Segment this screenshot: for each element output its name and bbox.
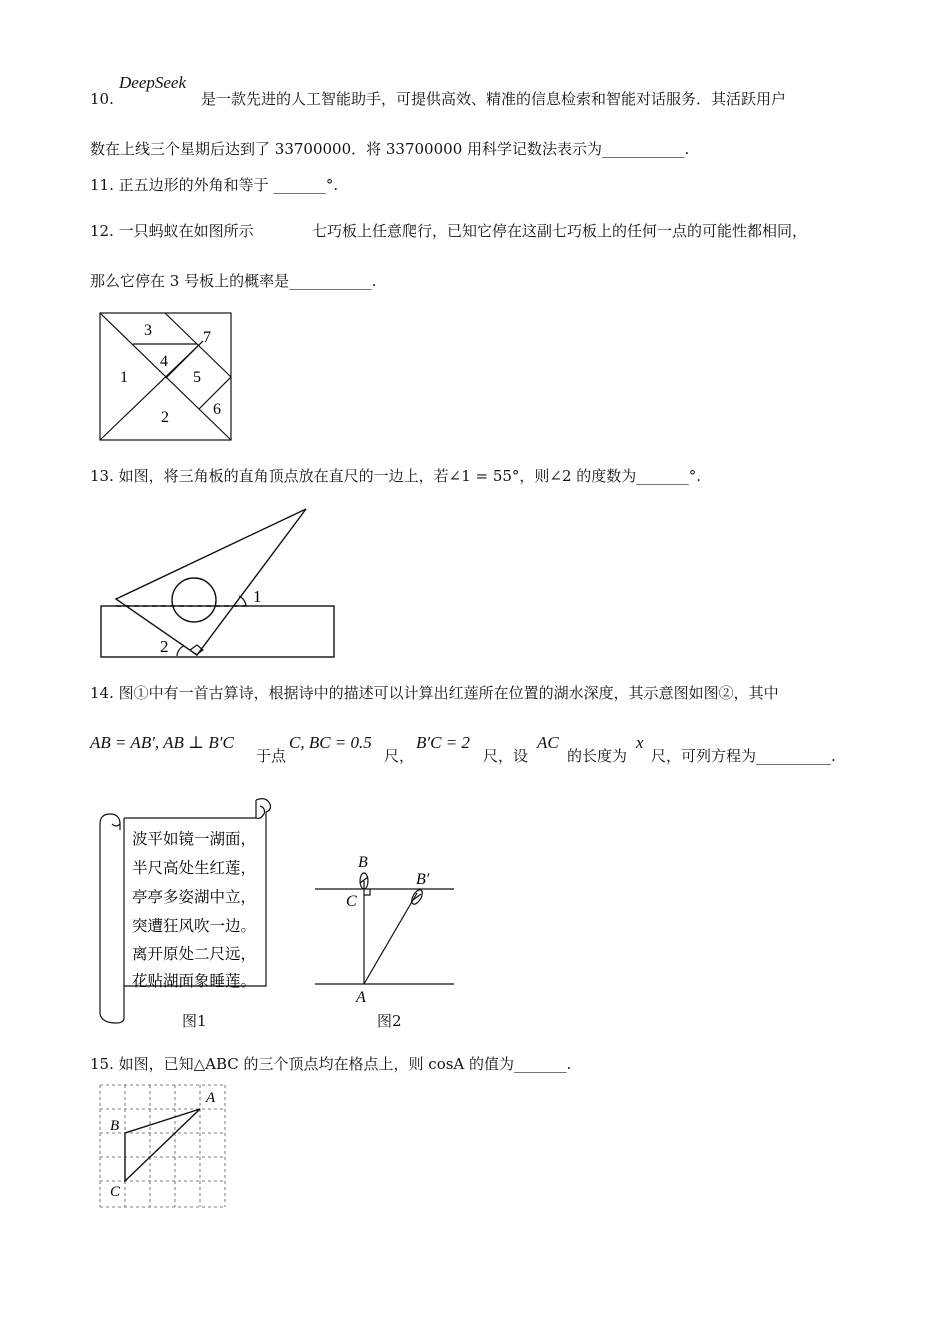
tangram-label-7: 7 bbox=[203, 329, 211, 346]
q12-text-line2: 那么它停在 3 号板上的概率是___________. bbox=[90, 272, 377, 290]
ruler-triangle-figure bbox=[96, 504, 341, 664]
point-B: B bbox=[358, 854, 368, 871]
tangram-label-3: 3 bbox=[144, 322, 152, 339]
poem-scroll-figure bbox=[94, 794, 282, 1024]
poem-line-4: 突遭狂风吹一边。 bbox=[132, 918, 257, 935]
poem-line-5: 离开原处二尺远， bbox=[132, 946, 257, 963]
q14-text-line2a: 于点 bbox=[256, 747, 287, 765]
lotus-geometry-figure bbox=[310, 850, 460, 1010]
q15-text: 15. 如图，已知△ABC 的三个顶点均在格点上，则 cosA 的值为_______. bbox=[90, 1055, 572, 1073]
tangram-label-1: 1 bbox=[120, 369, 128, 386]
tangram-label-6: 6 bbox=[213, 401, 221, 418]
q14-text-line2c: 尺，设 bbox=[483, 747, 529, 765]
q12-text-line1a: 12. 一只蚂蚁在如图所示 bbox=[90, 222, 254, 240]
point-B-prime: B′ bbox=[416, 871, 430, 888]
q14-formula5: x bbox=[636, 733, 644, 752]
point-A: A bbox=[356, 989, 366, 1006]
tangram-label-5: 5 bbox=[193, 369, 201, 386]
figure-1-caption: 图1 bbox=[182, 1012, 207, 1030]
q10-text-line1: 是一款先进的人工智能助手，可提供高效、精准的信息检索和智能对话服务．其活跃用户 bbox=[201, 90, 787, 108]
angle-label-1: 1 bbox=[253, 587, 262, 606]
q14-text-line1: 14. 图①中有一首古算诗，根据诗中的描述可以计算出红莲所在位置的湖水深度，其示意图如图②，其中 bbox=[90, 684, 779, 702]
q10-brand: DeepSeek bbox=[119, 73, 187, 92]
q13-text: 13. 如图，将三角板的直角顶点放在直尺的一边上，若∠1 = 55°，则∠2 的度数为_______°. bbox=[90, 467, 702, 485]
poem-line-6: 花贴湖面象睡莲。 bbox=[132, 973, 257, 990]
set-square bbox=[116, 509, 306, 655]
tangram-figure bbox=[98, 311, 234, 443]
q10-text-line2: 数在上线三个星期后达到了 33700000．将 33700000 用科学记数法表示为___________. bbox=[90, 140, 690, 158]
poem-line-3: 亭亭多姿湖中立， bbox=[132, 889, 257, 906]
figure-2-caption: 图2 bbox=[377, 1012, 402, 1030]
q10-number: 10. bbox=[90, 90, 114, 108]
tangram-label-4: 4 bbox=[160, 353, 168, 370]
grid-point-B: B bbox=[110, 1118, 120, 1134]
poem-line-1: 波平如镜一湖面， bbox=[132, 831, 257, 848]
q11-text: 11. 正五边形的外角和等于 _______°. bbox=[90, 176, 339, 194]
triangle-ABC bbox=[125, 1109, 200, 1181]
q12-text-line1b: 七巧板上任意爬行，已知它停在这副七巧板上的任何一点的可能性都相同， bbox=[312, 222, 808, 240]
q14-text-line2b: 尺， bbox=[384, 747, 415, 765]
q14-text-line2e: 尺，可列方程为__________. bbox=[651, 747, 836, 765]
q14-text-line2d: 的长度为 bbox=[567, 747, 628, 765]
angle-label-2: 2 bbox=[160, 637, 169, 656]
tangram-label-2: 2 bbox=[161, 409, 169, 426]
q14-formula3: B′C = 2 bbox=[416, 733, 470, 752]
poem-line-2: 半尺高处生红莲， bbox=[132, 860, 257, 877]
grid-point-C: C bbox=[110, 1184, 121, 1200]
grid-point-A: A bbox=[206, 1090, 216, 1106]
q14-formula1: AB = AB′, AB ⊥ B′C bbox=[90, 733, 234, 752]
q14-formula2: C, BC = 0.5 bbox=[289, 733, 372, 752]
point-C: C bbox=[346, 893, 357, 910]
q14-formula4: AC bbox=[537, 733, 559, 752]
grid-triangle-figure bbox=[95, 1080, 235, 1212]
ruler bbox=[101, 606, 334, 657]
